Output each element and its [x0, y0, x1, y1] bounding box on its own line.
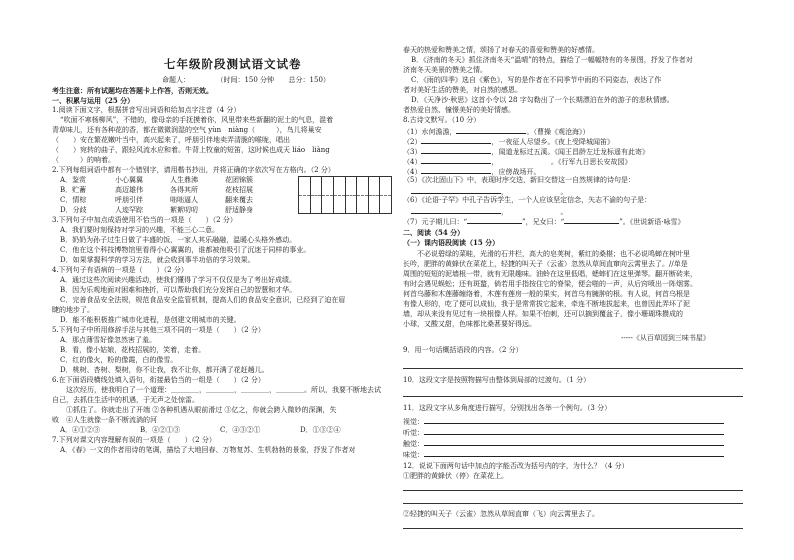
q8-line-6: （5）《次北固山下》中，表现时序交迭，新旧交替这一自然规律的诗句是： — [403, 176, 635, 184]
answer-blank[interactable] — [456, 126, 526, 134]
exam-notice: 考生注意：所有试题均在答题卡上作答，否则无效。 — [52, 86, 213, 95]
q1-line-3: （ ）安在繁花嫩叶当中，高兴起来了，呼朋引伴地卖弄清脆的喉咙，唱出 — [52, 136, 290, 144]
q7-option-d-cont: 者热爱自然、憧憬美好的美好情感。 — [403, 106, 515, 114]
section-2-heading: 二、阅读（54 分） — [403, 228, 465, 237]
q7-option-d: D．《天净沙·秋思》这首小令以 28 字勾勒出了一个长期漂泊在外的游子的悲秋情感。 — [411, 96, 674, 104]
q8-line-3: （3） ，闻道龙标过五溪。《闻王昌龄左迁龙标遥有此寄》 — [403, 148, 649, 156]
q5-option-d: D．桃树、杏树、梨树，你不让我，我不让你，都开满了花赶趟儿。 — [60, 366, 269, 374]
answer-blank[interactable] — [411, 186, 501, 194]
q2-row-b: B．贮蓄 高迈雄伟 各得其所 花枝招展 — [60, 186, 253, 194]
q3-option-d: D．如果掌握科学的学习方法，就会收到事半功倍的学习效果。 — [60, 256, 255, 264]
q6-stem: 6.在下面语段横线处填入语句，衔接最恰当的一组是（ ）（2 分） — [52, 376, 265, 384]
passage-line: 墙，却从来没有见过有一块根像人样。如果不怕刺，还可以摘到覆盆子，像小珊瑚珠攒成的 — [403, 310, 683, 318]
q12-item-1: ①肥胖的黄蜂伏（停）在菜花上。 — [403, 472, 508, 480]
grid-cell[interactable] — [369, 177, 381, 213]
q5-option-a: A．那点薄雪好像忽然害了羞。 — [60, 336, 157, 344]
q8-line-7-answer: ， 。 — [411, 206, 568, 217]
passage-line: 有像人形的，吃了便可以成仙，我于是常常拔它起来，牵连不断地拔起来，也曾因此弄坏了泥 — [403, 300, 690, 308]
q2-stem: 2.下列每组词语中都有一个错别字，请用楷书抄出，并将正确的字依次写在方格内。（2 分） — [52, 166, 335, 174]
grid-cell[interactable] — [380, 177, 391, 213]
q7-option-a-cont: 春天的热爱和赞美之情，颂扬了对春天的喜爱和赞美的好感情。 — [403, 46, 599, 54]
passage-line: 何首乌藤和木莲藤缠络着，木莲有莲房一般的果实，何首乌有臃肿的根。有人说，何首乌根是 — [403, 290, 690, 298]
q3-option-a: A．我们要时刻保持对学习的兴趣，不能三心二意。 — [60, 226, 220, 234]
answer-blank[interactable] — [424, 427, 724, 435]
q1-line-4: （ ）宛转的曲子，跟轻风流水应和着。牛背上牧童的短笛，这时候也成天 liáo liàng — [52, 146, 330, 154]
q6-sentences: ①抓住了。你就走出了开端 ②各种机遇从眼前滑过 ③亿之，你就会跨入微妙的深渊，失 — [66, 406, 337, 414]
passage-line: 长吟，肥胖的黄蜂伏在菜花上，轻捷的叫天子（云雀）忽然从草间直窜向云霄里去了。//单是 — [403, 260, 688, 268]
passage-line: 小球，又酸又甜，色味都比桑葚要好得远。 — [403, 320, 536, 328]
q8-line-8: （7）元子期儿曰：“ ”，兄女曰：“ ”。《世说新语·咏雪》 — [403, 218, 685, 226]
q4-stem: 4.下列句子有语病的一项是（ ）（2 分） — [52, 266, 188, 274]
q2-row-c: C．情棕 呼朋引伴 咄咄逼人 翻来覆去 — [60, 196, 253, 204]
q9-stem: 9．用一句话概括语段的内容。（2 分） — [403, 346, 523, 354]
q7-option-b-cont: 济南冬天美景的赞美之情。 — [403, 66, 487, 74]
q1-line-2: 青草味儿，还有各种花的香，都在微微润湿的空气 yùn niàng（ ），鸟儿将巢安 — [52, 126, 322, 134]
answer-blank[interactable] — [421, 166, 491, 174]
q4-option-a: A．通过这些次阅读兴趣活动，使我们懂得了学习不仅仅是为了考出好成绩。 — [60, 276, 297, 284]
q8-line-5: （4） ，应傍战场开。 — [403, 168, 541, 176]
q11-tactile: 触觉： — [403, 438, 724, 449]
answer-blank[interactable] — [424, 449, 724, 457]
q4-option-c: C．完善食品安全法规，规范食品安全监管机制，提高人们的食品安全意识，已经到了迫在眉 — [60, 296, 346, 304]
grid-cell[interactable] — [357, 177, 369, 213]
q4-option-c-cont: 睫的地步了。 — [52, 306, 94, 314]
q10-stem: 10．这段文字是按照物描写由整体到局部的过渡句。（1 分） — [403, 376, 591, 384]
q12-stem: 12．说说下面两句话中加点的字能否改为括号内的字，为什么？（4 分） — [403, 462, 629, 470]
q11-visual: 视觉： — [403, 416, 724, 427]
q11-stem: 11．这段文字从多角度进行描写，分别找出各举一个例句。（3 分） — [403, 404, 612, 412]
q12-answer-line[interactable] — [403, 503, 743, 504]
q7-option-b: B．《济南的冬天》抓住济南冬天“温晴”的特点，描绘了一幅幅特有的冬景图，抒发了作者对 — [411, 56, 693, 64]
q6-sentences-cont: 败 ④人生就像一条不断流淌的河 — [52, 416, 157, 424]
q8-line-4: （4） ， 。《行军九日思长安故园》 — [403, 158, 632, 166]
exam-title: 七年级阶段测试语文试卷 — [164, 57, 302, 71]
passage-source: -----《从百草园到三味书屋》 — [621, 334, 710, 342]
q6-choices: A．④①②③ B．④②①③ C．④③②① D．①③②④ — [60, 426, 341, 434]
q3-option-b: B．奶奶为孙子过生日做了丰盛的饭，一家人其乐融融，温暖心头格外感动。 — [60, 236, 297, 244]
q7-option-c: C．《雨的四季》选自《紫色》，写的是作者在不同季节中雨的不同姿态，表达了作 — [411, 76, 662, 84]
grid-cell[interactable] — [311, 177, 323, 213]
q6-passage-1: 这次经历，使我明白了一个道理：＿＿＿＿，＿＿＿＿，＿＿＿＿，＿＿＿＿。所以，我要不断地去试 — [66, 386, 381, 394]
passage-line: 有时会遇见蜈蚣；还有斑蝥，倘若用手指按住它的脊梁，便会啪的一声，从后窍喷出一阵烟雾。 — [403, 280, 697, 288]
answer-blank[interactable] — [424, 438, 724, 446]
q1-line-5: （ ）的响着。 — [52, 156, 115, 164]
grid-cell[interactable] — [346, 177, 358, 213]
q8-line-7: （6）《论语·子罕》中孔子告诉学生，一个人应该坚定信念，矢志不渝的句子是： — [403, 196, 652, 204]
q5-option-c: C．红的像火，粉的像霞，白的像雪。 — [60, 356, 178, 364]
answer-blank[interactable] — [467, 216, 522, 224]
q10-answer-line[interactable] — [403, 396, 743, 397]
grid-cell[interactable] — [322, 177, 334, 213]
q7-option-c-cont: 者对美好生活的赞美，对自然的感恩。 — [403, 86, 522, 94]
exam-score: 总分：150） — [288, 76, 330, 84]
answer-blank[interactable] — [424, 416, 724, 424]
answer-blank[interactable] — [564, 216, 619, 224]
q8-line-2: （2） ，一夜征人尽望乡。《夜上受降城闻笛》 — [403, 138, 614, 146]
answer-blank[interactable] — [411, 206, 501, 214]
q4-option-b: B．因为乐观地面对困难和挫折，可以帮助我们充分发挥自己的智慧和才华。 — [60, 286, 297, 294]
exam-meta — [162, 76, 330, 85]
q2-answer-grid[interactable] — [298, 176, 392, 214]
q12-item-2: ②轻捷的叫天子（云雀）忽然从草间直窜（飞）向云霄里去了。 — [403, 510, 599, 518]
section-1-heading: 一、积累与运用（25 分） — [52, 96, 135, 105]
q5-option-b: B．看，像小姑娘，花枝招展的，笑着，走着。 — [60, 346, 206, 354]
q4-option-d: D．能不能积极推广城市化进程，是创建文明城市的关键。 — [60, 316, 241, 324]
q7-option-a: A．《春》一文的作者用诗的笔调，描绘了大地回春、万物复苏、生机勃勃的景象，抒发了作者对 — [60, 446, 356, 454]
q2-row-d: D．分歧 人迹罕踪 絮絮叨叨 舒适静身 — [60, 206, 253, 214]
author-label: 命题人： — [162, 76, 190, 84]
passage-line: 不必说碧绿的菜畦，光滑的石井栏，高大的皂荚树，紫红的桑椹；也不必说鸣蝉在树叶里 — [417, 250, 690, 258]
q6-passage-2: 自己，去抓住生活中的机遇，于无声之处惊雷。 — [52, 396, 199, 404]
exam-time: （时间：150 分钟 — [216, 76, 275, 84]
sub-section-1-heading: （一）课内语段阅读（15 分） — [403, 238, 500, 247]
q12-answer-line[interactable] — [403, 490, 743, 491]
q1-line-1: “吹面不寒杨柳风”，不错的，像母亲的手抚摸着你，风里带来些新翻的泥土的气息，混着 — [60, 116, 334, 124]
q12-answer-line[interactable] — [403, 528, 743, 529]
answer-blank[interactable] — [421, 156, 491, 164]
q9-answer-line[interactable] — [403, 368, 743, 369]
q3-stem: 3.下列句子中加点成语使用不恰当的一项是（ ）（2 分） — [52, 216, 237, 224]
q11-auditory: 听觉： — [403, 427, 724, 438]
answer-blank[interactable] — [421, 146, 491, 154]
q11-taste: 味觉： — [403, 449, 724, 460]
grid-cell[interactable] — [334, 177, 346, 213]
q8-line-6-answer: ， 。 — [411, 186, 568, 197]
q7-stem: 7.下列对课文内容理解有误的一项是（ ）（2 分） — [52, 436, 216, 444]
q8-stem: 8.古诗文默写。（10 分） — [403, 116, 481, 124]
q1-stem: 1.阅读下面文字，根据拼音写出词语和给加点字注音（4 分） — [52, 106, 241, 114]
q3-option-c: C．他在这个科技博物馆里看得小心翼翼的，谁都被他吸引了沉迷于同样的事业。 — [60, 246, 311, 254]
answer-blank[interactable] — [421, 136, 491, 144]
q5-stem: 5.下列句子中所用修辞手法与其他三项不同的一项是（ ）（2 分） — [52, 326, 265, 334]
passage-line: 周围的短短的泥墙根一带，就有无限趣味。油蛉在这里低唱，蟋蟀们在这里弹琴。翻开断砖来， — [403, 270, 697, 278]
grid-cell[interactable] — [299, 177, 311, 213]
q8-line-1: （1）水何澹澹， 。（曹操《观沧海》） — [403, 128, 590, 136]
q2-row-a: A．鉴赏 小心翼翼 人生鼎沸 花团锦簇 — [60, 176, 253, 184]
